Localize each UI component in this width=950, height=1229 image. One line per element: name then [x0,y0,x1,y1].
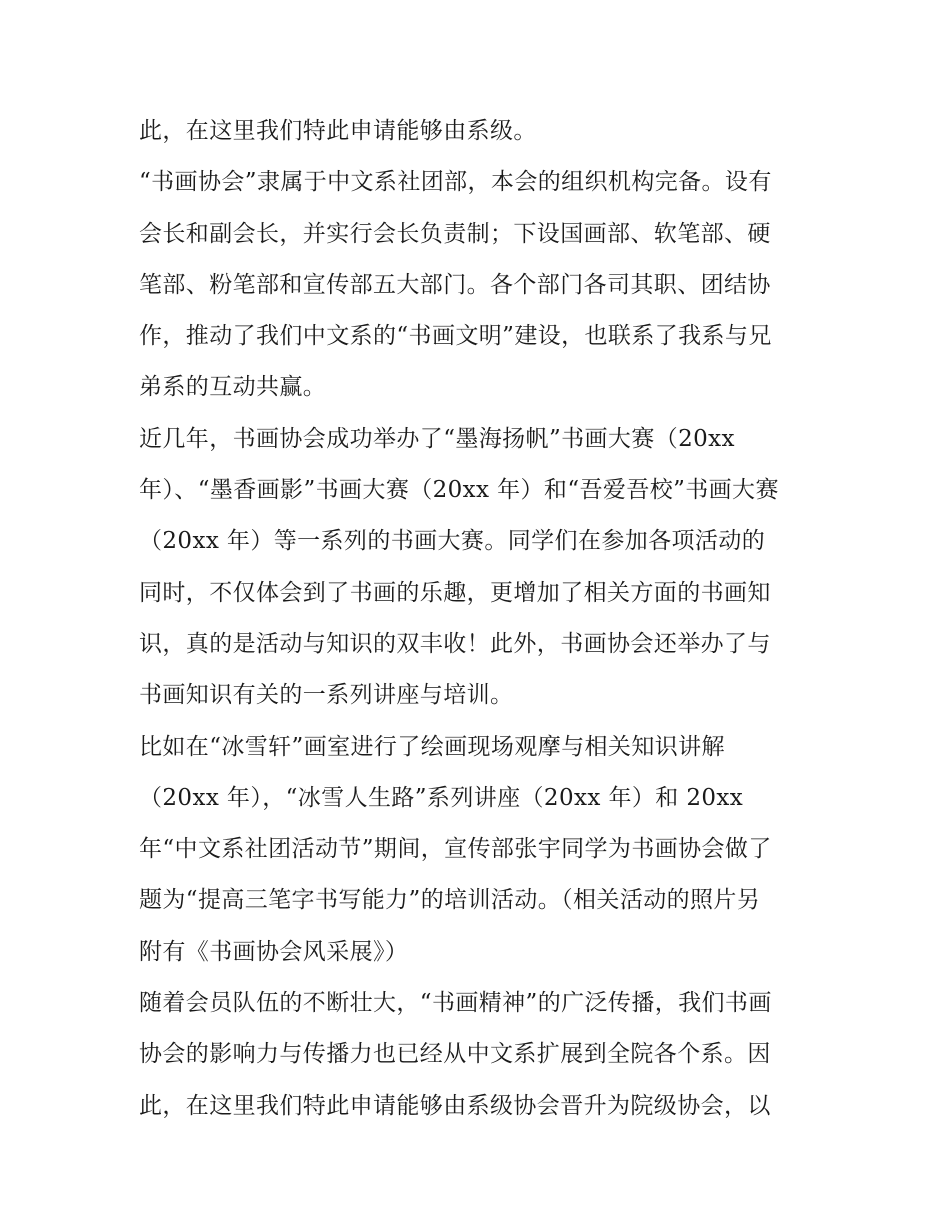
body-line: “书画协会”隶属于中文系社团部，本会的组织机构完备。设有 [139,169,772,196]
body-line: 附有《书画协会风采展》） [139,938,409,965]
body-line: 同时，不仅体会到了书画的乐趣，更增加了相关方面的书画知 [139,579,771,606]
body-line: （20xx 年）等一系列的书画大赛。同学们在参加各项活动的 [139,528,766,555]
body-line: 随着会员队伍的不断壮大，“书画精神”的广泛传播，我们书画 [139,990,772,1017]
body-line: 笔部、粉笔部和宣传部五大部门。各个部门各司其职、团结协 [139,271,771,298]
body-line: 近几年，书画协会成功举办了“墨海扬帆”书画大赛（20xx [139,425,735,452]
body-line: 协会的影响力与传播力也已经从中文系扩展到全院各个系。因 [139,1041,771,1068]
body-line: 年“中文系社团活动节”期间，宣传部张宇同学为书画协会做了 [139,836,772,863]
body-line: 此，在这里我们特此申请能够由系级协会晋升为院级协会，以 [139,1092,771,1119]
body-line: （20xx 年），“冰雪人生路”系列讲座（20xx 年）和 20xx [139,784,744,811]
body-line: 年）、“墨香画影”书画大赛（20xx 年）和“吾爱吾校”书画大赛 [139,477,779,504]
document-body [139,106,819,1132]
body-line: 会长和副会长，并实行会长负责制；下设国画部、软笔部、硬 [139,220,771,247]
body-line: 作，推动了我们中文系的“书画文明”建设，也联系了我系与兄 [139,323,772,350]
body-line: 比如在“冰雪轩”画室进行了绘画现场观摩与相关知识讲解 [139,733,725,760]
body-line: 此，在这里我们特此申请能够由系级。 [139,118,537,144]
body-line: 弟系的互动共赢。 [139,374,327,401]
body-line: 书画知识有关的一系列讲座与培训。 [139,682,514,709]
body-line: 识，真的是活动与知识的双丰收！此外，书画协会还举办了与 [139,630,771,657]
body-line: 题为“提高三笔字书写能力”的培训活动。（相关活动的照片另 [139,887,761,914]
